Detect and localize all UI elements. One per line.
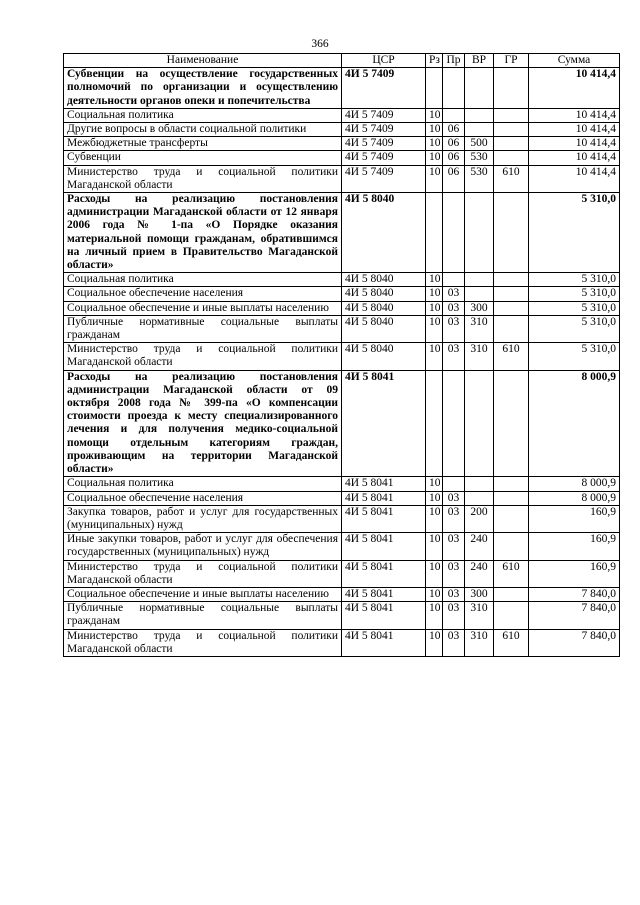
cell-pr: 03 [443,301,465,315]
cell-vr [465,193,494,273]
cell-csr: 4И 5 8041 [342,629,426,656]
cell-name: Социальная политика [64,273,342,287]
cell-sum: 160,9 [529,505,620,532]
cell-rz: 10 [426,108,443,122]
table-header-row [64,54,620,68]
cell-sum: 10 414,4 [529,123,620,137]
cell-vr: 310 [465,315,494,342]
cell-csr: 4И 5 8041 [342,370,426,477]
cell-csr: 4И 5 7409 [342,123,426,137]
table-row [64,193,620,273]
cell-rz: 10 [426,602,443,629]
cell-sum: 160,9 [529,560,620,587]
cell-vr: 200 [465,505,494,532]
cell-gr [494,151,529,165]
cell-rz [426,193,443,273]
cell-rz: 10 [426,287,443,301]
cell-csr: 4И 5 8041 [342,533,426,560]
cell-name: Социальная политика [64,477,342,491]
cell-name: Публичные нормативные социальные выплаты гражданам [64,602,342,629]
cell-name: Субвенции [64,151,342,165]
cell-rz: 10 [426,629,443,656]
header-pr: Пр [443,54,465,68]
table-row [64,165,620,192]
cell-csr: 4И 5 8041 [342,477,426,491]
cell-pr [443,108,465,122]
cell-pr: 03 [443,505,465,532]
cell-csr: 4И 5 8040 [342,193,426,273]
cell-csr: 4И 5 8040 [342,273,426,287]
cell-csr: 4И 5 7409 [342,137,426,151]
cell-vr: 240 [465,560,494,587]
cell-name: Другие вопросы в области социальной политики [64,123,342,137]
cell-name: Министерство труда и социальной политики Магаданской области [64,629,342,656]
cell-rz: 10 [426,165,443,192]
cell-rz: 10 [426,151,443,165]
cell-sum: 7 840,0 [529,587,620,601]
cell-pr: 03 [443,491,465,505]
budget-table [63,53,620,657]
table-row [64,151,620,165]
cell-vr: 300 [465,587,494,601]
cell-rz [426,68,443,109]
cell-sum: 5 310,0 [529,273,620,287]
cell-vr [465,477,494,491]
cell-pr [443,68,465,109]
cell-pr [443,273,465,287]
cell-rz: 10 [426,533,443,560]
table-row [64,477,620,491]
cell-name: Министерство труда и социальной политики Магаданской области [64,343,342,370]
cell-rz: 10 [426,505,443,532]
header-rz: Рз [426,54,443,68]
cell-sum: 8 000,9 [529,477,620,491]
cell-sum: 5 310,0 [529,287,620,301]
cell-sum: 7 840,0 [529,602,620,629]
cell-rz: 10 [426,491,443,505]
header-csr: ЦСР [342,54,426,68]
cell-name: Расходы на реализацию постановления администрации Магаданской области от 09 октября 2008 года № 399-па «О компенсации стоимости проезда к месту специализированного лечения и для получения медико-социальной помощи отдельным категориям граждан, проживающим на территории Магаданской области» [64,370,342,477]
cell-vr: 310 [465,343,494,370]
cell-name: Расходы на реализацию постановления администрации Магаданской области от 12 января 2006 года № 1-па «О Порядке оказания материальной помощи гражданам, обратившимся на личный прием в Правительство Магаданской области» [64,193,342,273]
cell-pr: 03 [443,343,465,370]
cell-name: Социальное обеспечение населения [64,491,342,505]
cell-rz: 10 [426,587,443,601]
cell-pr: 06 [443,165,465,192]
cell-vr [465,273,494,287]
cell-name: Социальное обеспечение населения [64,287,342,301]
cell-gr [494,602,529,629]
cell-pr: 03 [443,560,465,587]
table-row [64,315,620,342]
cell-csr: 4И 5 8040 [342,315,426,342]
cell-rz: 10 [426,343,443,370]
header-vr: ВР [465,54,494,68]
cell-vr [465,287,494,301]
cell-name: Министерство труда и социальной политики Магаданской области [64,560,342,587]
cell-name: Иные закупки товаров, работ и услуг для обеспечения государственных (муниципальных) нужд [64,533,342,560]
table-row [64,123,620,137]
cell-gr [494,477,529,491]
cell-sum: 10 414,4 [529,108,620,122]
cell-vr [465,123,494,137]
cell-sum: 160,9 [529,533,620,560]
cell-csr: 4И 5 8040 [342,301,426,315]
cell-csr: 4И 5 7409 [342,165,426,192]
cell-gr: 610 [494,343,529,370]
cell-pr: 03 [443,587,465,601]
cell-pr: 03 [443,602,465,629]
cell-rz: 10 [426,315,443,342]
cell-gr [494,193,529,273]
cell-name: Министерство труда и социальной политики Магаданской области [64,165,342,192]
cell-sum: 5 310,0 [529,193,620,273]
cell-rz: 10 [426,477,443,491]
table-row [64,533,620,560]
table-row [64,560,620,587]
cell-csr: 4И 5 8040 [342,343,426,370]
cell-csr: 4И 5 7409 [342,151,426,165]
cell-csr: 4И 5 8041 [342,491,426,505]
cell-gr [494,491,529,505]
table-row [64,587,620,601]
cell-pr: 06 [443,151,465,165]
header-gr: ГР [494,54,529,68]
cell-gr [494,315,529,342]
cell-gr: 610 [494,629,529,656]
cell-csr: 4И 5 8041 [342,505,426,532]
table-row [64,629,620,656]
cell-rz [426,370,443,477]
cell-rz: 10 [426,560,443,587]
page-number: 366 [311,38,329,50]
table-row [64,343,620,370]
table-row [64,108,620,122]
table-body [64,68,620,657]
cell-rz: 10 [426,301,443,315]
table-row [64,301,620,315]
cell-csr: 4И 5 8041 [342,560,426,587]
cell-vr: 310 [465,629,494,656]
cell-pr: 06 [443,123,465,137]
cell-gr [494,301,529,315]
cell-rz: 10 [426,123,443,137]
cell-pr [443,193,465,273]
cell-vr: 530 [465,165,494,192]
cell-vr: 300 [465,301,494,315]
cell-csr: 4И 5 8040 [342,287,426,301]
cell-pr: 03 [443,287,465,301]
header-name: Наименование [64,54,342,68]
cell-gr [494,505,529,532]
cell-gr [494,108,529,122]
cell-csr: 4И 5 7409 [342,108,426,122]
cell-name: Закупка товаров, работ и услуг для государственных (муниципальных) нужд [64,505,342,532]
cell-name: Социальная политика [64,108,342,122]
cell-rz: 10 [426,137,443,151]
cell-pr: 03 [443,315,465,342]
cell-sum: 10 414,4 [529,137,620,151]
cell-vr: 530 [465,151,494,165]
cell-name: Социальное обеспечение и иные выплаты населению [64,587,342,601]
cell-pr: 03 [443,533,465,560]
cell-gr [494,587,529,601]
cell-gr [494,287,529,301]
cell-gr [494,123,529,137]
cell-name: Межбюджетные трансферты [64,137,342,151]
table-row [64,137,620,151]
cell-sum: 8 000,9 [529,491,620,505]
table-row [64,505,620,532]
cell-pr [443,370,465,477]
cell-gr [494,137,529,151]
cell-sum: 8 000,9 [529,370,620,477]
cell-sum: 5 310,0 [529,301,620,315]
cell-gr [494,68,529,109]
cell-rz: 10 [426,273,443,287]
cell-csr: 4И 5 7409 [342,68,426,109]
cell-gr: 610 [494,165,529,192]
table-row [64,491,620,505]
table-row [64,602,620,629]
cell-name: Социальное обеспечение и иные выплаты населению [64,301,342,315]
cell-gr [494,370,529,477]
cell-name: Субвенции на осуществление государственных полномочий по организации и осуществлению деятельности органов опеки и попечительства [64,68,342,109]
cell-sum: 10 414,4 [529,68,620,109]
cell-name: Публичные нормативные социальные выплаты гражданам [64,315,342,342]
cell-sum: 5 310,0 [529,315,620,342]
cell-vr [465,370,494,477]
cell-gr: 610 [494,560,529,587]
cell-vr: 240 [465,533,494,560]
cell-pr [443,477,465,491]
cell-vr: 500 [465,137,494,151]
table-row [64,370,620,477]
table-row [64,287,620,301]
cell-gr [494,273,529,287]
header-sum: Сумма [529,54,620,68]
cell-sum: 10 414,4 [529,165,620,192]
cell-csr: 4И 5 8041 [342,587,426,601]
cell-csr: 4И 5 8041 [342,602,426,629]
cell-sum: 5 310,0 [529,343,620,370]
table-row [64,273,620,287]
cell-pr: 06 [443,137,465,151]
cell-sum: 10 414,4 [529,151,620,165]
table-row [64,68,620,109]
cell-vr: 310 [465,602,494,629]
cell-sum: 7 840,0 [529,629,620,656]
cell-gr [494,533,529,560]
cell-pr: 03 [443,629,465,656]
cell-vr [465,108,494,122]
cell-vr [465,68,494,109]
cell-vr [465,491,494,505]
